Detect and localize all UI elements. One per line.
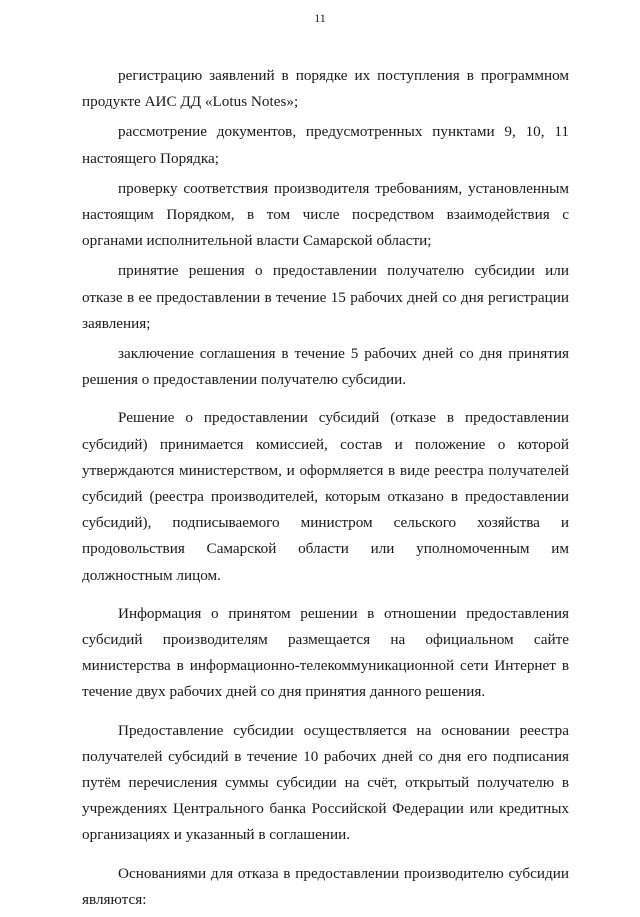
paragraph: регистрацию заявлений в порядке их поступления в программном продукте АИС ДД «Lotus Notes»; bbox=[82, 67, 569, 111]
paragraph: Информация о принятом решении в отношении предоставления субсидий производителям размещается на официальном сайте министерства в информационно-телекоммуникационной сети Интернет в течение двух рабочих дней со дня принятия данного решения. bbox=[82, 604, 569, 701]
paragraph: принятие решения о предоставлении получателю субсидии или отказе в ее предоставлении в течение 15 рабочих дней со дня регистрации заявления; bbox=[82, 262, 569, 332]
paragraph: Основаниями для отказа в предоставлении производителю субсидии являются: bbox=[82, 864, 569, 908]
paragraph: Предоставление субсидии осуществляется на основании реестра получателей субсидий в течение 10 рабочих дней со дня его подписания путём перечисления суммы субсидии на счёт, открытый получателю в учреждениях Центрального банка Российской Федерации или кредитных организациях и указанный в соглашении. bbox=[82, 721, 569, 844]
page-number: 11 bbox=[314, 11, 326, 25]
paragraph: заключение соглашения в течение 5 рабочих дней со дня принятия решения о предоставлении получателю субсидии. bbox=[82, 345, 569, 389]
paragraph: рассмотрение документов, предусмотренных пунктами 9, 10, 11 настоящего Порядка; bbox=[82, 123, 569, 167]
paragraph: Решение о предоставлении субсидий (отказе в предоставлении субсидий) принимается комиссией, состав и положение о которой утверждаются министерством, и оформляется в виде реестра получателей субсидий (реестра производителей, которым отказано в предоставлении субсидий), подписываемого министром сельского хозяйства и продовольствия Самарской области или уполномоченным им должностным лицом. bbox=[82, 409, 569, 584]
paragraph: проверку соответствия производителя требованиям, установленным настоящим Порядком, в том числе посредством взаимодействия с органами исполнительной власти Самарской области; bbox=[82, 179, 569, 250]
document-body bbox=[82, 63, 569, 917]
